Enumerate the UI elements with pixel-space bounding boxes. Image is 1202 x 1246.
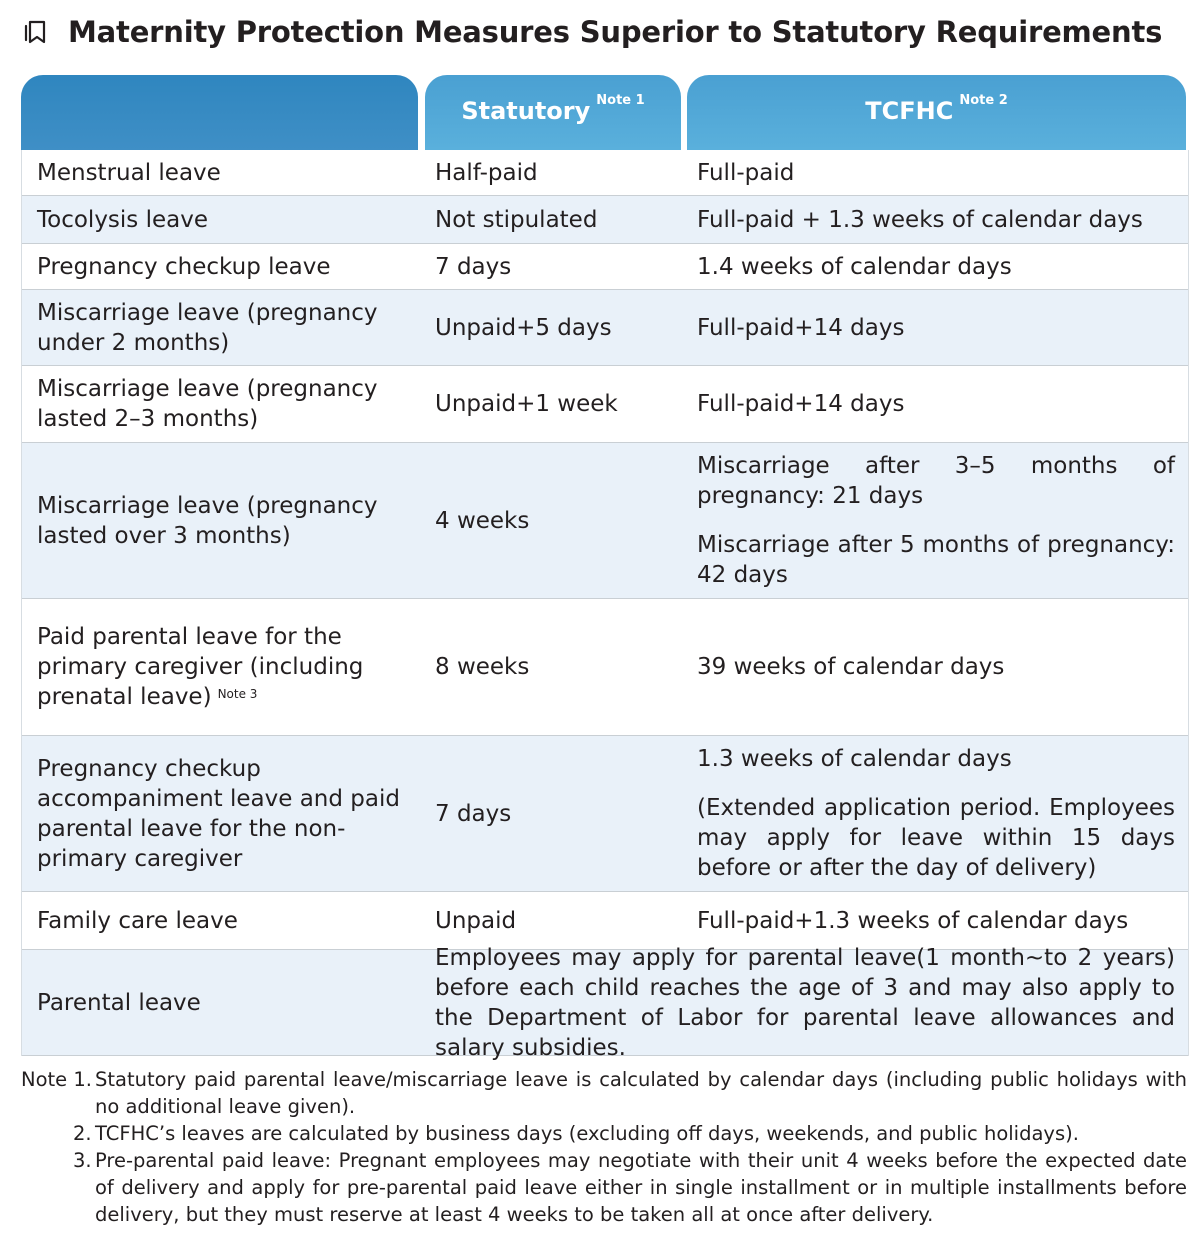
table-row-miscarriage-over-3-months [22,443,1188,599]
footnote-label: Note 1. [21,1068,92,1091]
tcfhc-cell: 39 weeks of calendar days [697,654,1005,680]
statutory-cell: 7 days [435,253,512,280]
footnote-text: Statutory paid parental leave/miscarriage leave is calculated by calendar days (including public holidays with no additional leave given). [95,1068,1187,1118]
item-cell: Miscarriage leave (pregnancy lasted over 3 months) [37,492,378,549]
table-row-miscarriage-under-2-months [22,290,1188,366]
header-tcfhc [687,75,1186,150]
statutory-cell: 4 weeks [435,507,530,534]
item-cell: Family care leave [37,907,238,934]
header-tcfhc-label: TCFHC [865,97,954,125]
tcfhc-cell: Full-paid + 1.3 weeks of calendar days [697,206,1143,233]
footnote-label: 2. [73,1122,92,1145]
table-row-pregnancy-checkup-leave [22,244,1188,290]
header-tcfhc-note: Note 2 [959,93,1008,108]
footnote-label: 3. [73,1149,92,1172]
tcfhc-cell [697,736,1175,891]
item-cell: Menstrual leave [37,159,221,186]
header-statutory-note: Note 1 [596,93,645,108]
tcfhc-cell: 1.4 weeks of calendar days [697,253,1012,280]
tcfhc-cell [697,443,1175,598]
tcfhc-paragraph: 1.3 weeks of calendar days [697,746,1012,772]
item-cell: Pregnancy checkup accompaniment leave and paid parental leave for the non-primary caregiver [37,755,400,872]
merged-text: Employees may apply for parental leave(1 month~to 2 years) before each child reaches the age of 3 and may also apply to the Department of Labor for parental leave allowances and salary subsidies. [435,944,1175,1061]
footnote-3 [21,1147,1187,1228]
item-cell: Pregnancy checkup leave [37,253,331,280]
statutory-cell: Unpaid [435,907,517,934]
header-statutory [425,75,681,150]
statutory-cell: 7 days [435,800,512,827]
header-statutory-label: Statutory [461,97,591,125]
title-row [24,10,1162,54]
footnote-1 [21,1066,1187,1120]
footnotes [21,1066,1187,1228]
item-cell: Miscarriage leave (pregnancy under 2 months) [37,299,378,356]
bookmark-icon [24,20,46,44]
comparison-table [21,150,1189,1061]
table-row-primary-caregiver-leave [22,599,1188,736]
statutory-cell: Unpaid+1 week [435,391,618,417]
page-title: Maternity Protection Measures Superior to Statutory Requirements [68,15,1163,49]
tcfhc-paragraph: Miscarriage after 3–5 months of pregnancy: 21 days [697,453,1175,509]
statutory-cell: Not stipulated [435,206,598,233]
item-cell: Miscarriage leave (pregnancy lasted 2–3 months) [37,376,378,432]
table-row-parental-leave [22,944,1188,1061]
table-row-miscarriage-2-3-months [22,366,1188,443]
statutory-cell: Unpaid+5 days [435,314,612,341]
table-row-non-primary-caregiver-leave [22,736,1188,892]
tcfhc-cell: Full-paid+14 days [697,391,905,417]
tcfhc-cell: Full-paid+1.3 weeks of calendar days [697,907,1129,934]
tcfhc-cell: Full-paid+14 days [697,314,905,341]
footnote-2 [21,1120,1187,1147]
statutory-cell: Half-paid [435,159,538,186]
item-cell: Parental leave [37,989,201,1016]
item-cell: Tocolysis leave [37,206,208,233]
item-note: Note 3 [217,687,258,701]
table-row-menstrual-leave [22,150,1188,196]
item-text: Paid parental leave for the primary caregiver (including prenatal leave) [37,624,364,710]
header-item-column [21,75,418,150]
tcfhc-cell: Full-paid [697,159,795,186]
table-row-family-care-leave [22,892,1188,950]
merged-cell [435,944,1175,1061]
tcfhc-paragraph: (Extended application period. Employees may apply for leave within 15 days before or after the day of delivery) [697,795,1175,881]
tcfhc-paragraph: Miscarriage after 5 months of pregnancy: 42 days [697,532,1175,588]
statutory-cell: 8 weeks [435,654,530,680]
table-row-tocolysis-leave [22,196,1188,244]
footnote-text: Pre-parental paid leave: Pregnant employees may negotiate with their unit 4 weeks before the expected date of delivery and apply for pre-parental paid leave either in single installment or in multiple installments before delivery, but they must reserve at least 4 weeks to be taken all at once after delivery. [95,1149,1187,1226]
footnote-text: TCFHC’s leaves are calculated by business days (excluding off days, weekends, and public holidays). [95,1122,1079,1145]
item-cell [37,599,412,735]
